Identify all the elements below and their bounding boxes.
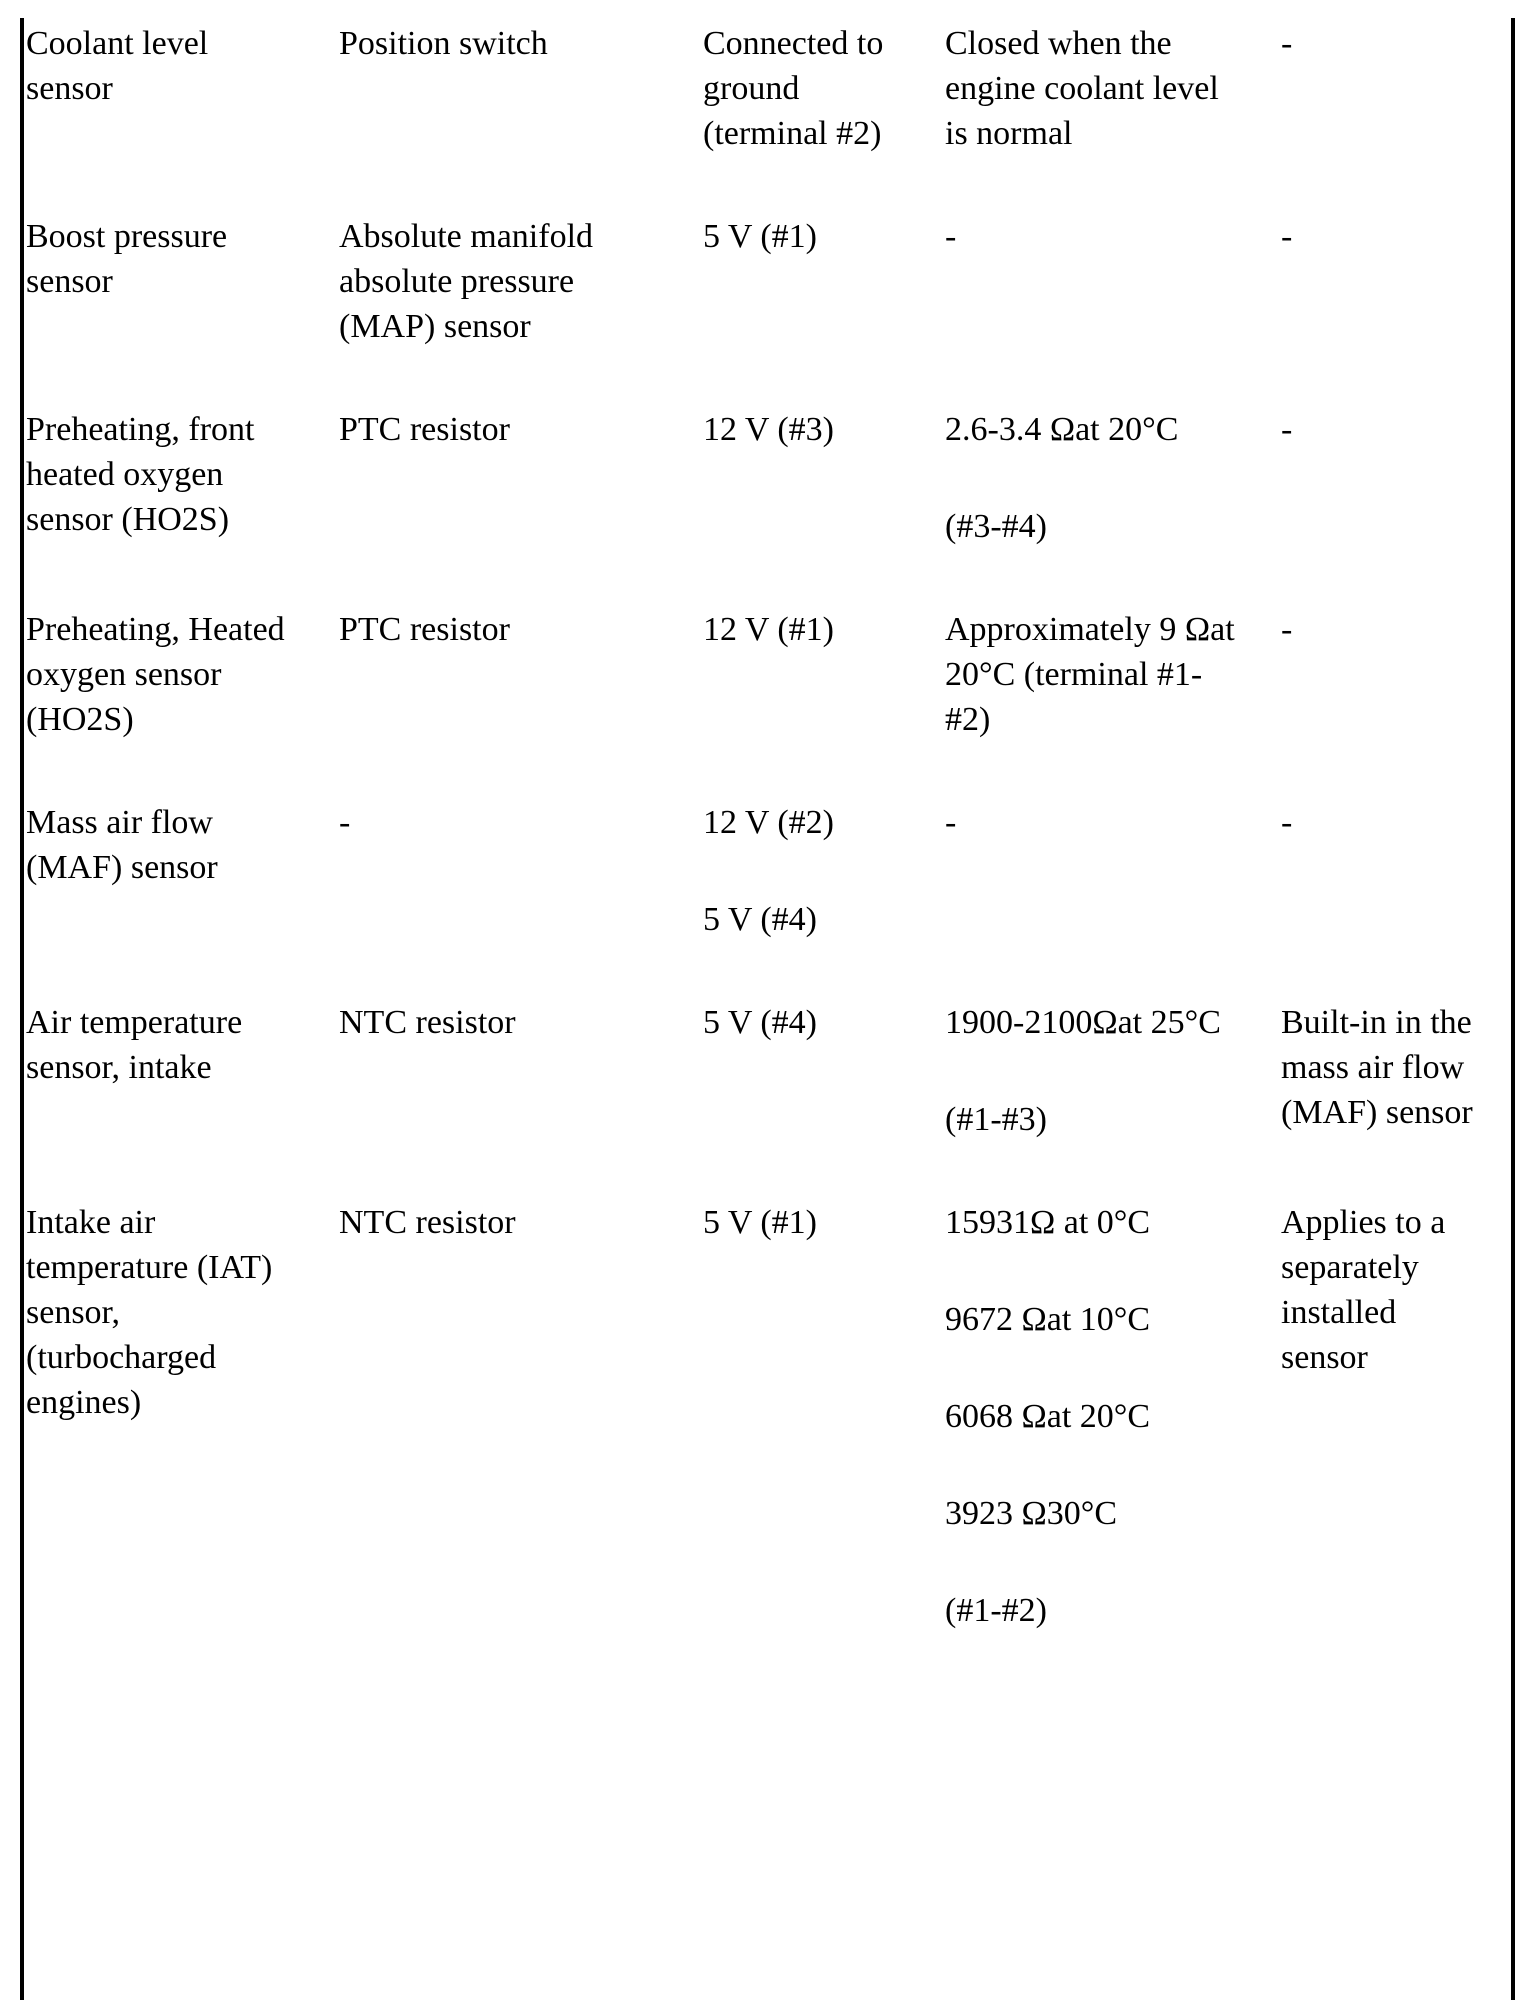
type-cell: Position switch bbox=[339, 25, 548, 62]
type-cell: - bbox=[339, 804, 351, 841]
type-cell: PTC resistor bbox=[339, 411, 510, 448]
supply-cell: Connected to ground (terminal #2) bbox=[703, 25, 884, 152]
supply-cell: 5 V (#4) bbox=[703, 1004, 817, 1041]
type-cell: PTC resistor bbox=[339, 611, 510, 648]
type-cell: NTC resistor bbox=[339, 1204, 516, 1241]
component-cell: Air temperature sensor, intake bbox=[26, 1004, 243, 1086]
value-cell: 1900-2100Ωat 25°C (#1-#3) bbox=[945, 1004, 1221, 1138]
note-cell: Built-in in the mass air flow (MAF) sensor bbox=[1281, 1004, 1473, 1131]
note-cell: - bbox=[1281, 804, 1293, 841]
component-cell: Mass air flow (MAF) sensor bbox=[26, 804, 218, 886]
value-cell: 2.6-3.4 Ωat 20°C (#3-#4) bbox=[945, 411, 1179, 545]
supply-cell: 12 V (#2) 5 V (#4) bbox=[703, 804, 834, 938]
note-cell: - bbox=[1281, 611, 1293, 648]
component-cell: Intake air temperature (IAT) sensor, (turbocharged engines) bbox=[26, 1204, 273, 1421]
value-cell: Approximately 9 Ωat 20°C (terminal #1- #2) bbox=[945, 611, 1235, 738]
note-cell: - bbox=[1281, 411, 1293, 448]
value-cell: - bbox=[945, 804, 957, 841]
supply-cell: 5 V (#1) bbox=[703, 218, 817, 255]
value-cell: Closed when the engine coolant level is normal bbox=[945, 25, 1219, 152]
supply-cell: 12 V (#3) bbox=[703, 411, 834, 448]
component-cell: Boost pressure sensor bbox=[26, 218, 228, 300]
type-cell: Absolute manifold absolute pressure (MAP) sensor bbox=[339, 218, 594, 345]
component-cell: Preheating, Heated oxygen sensor (HO2S) bbox=[26, 611, 285, 738]
note-cell: - bbox=[1281, 25, 1293, 62]
value-cell: 15931Ω at 0°C 9672 Ωat 10°C 6068 Ωat 20°C 3923 Ω30°C (#1-#2) bbox=[945, 1204, 1151, 1629]
value-cell: - bbox=[945, 218, 957, 255]
supply-cell: 12 V (#1) bbox=[703, 611, 834, 648]
supply-cell: 5 V (#1) bbox=[703, 1204, 817, 1241]
note-cell: - bbox=[1281, 218, 1293, 255]
component-cell: Coolant level sensor bbox=[26, 25, 209, 107]
note-cell: Applies to a separately installed sensor bbox=[1281, 1204, 1446, 1376]
type-cell: NTC resistor bbox=[339, 1004, 516, 1041]
component-cell: Preheating, front heated oxygen sensor (HO2S) bbox=[26, 411, 255, 538]
table-border-left bbox=[20, 18, 24, 2000]
table-border-right bbox=[1511, 18, 1515, 2000]
